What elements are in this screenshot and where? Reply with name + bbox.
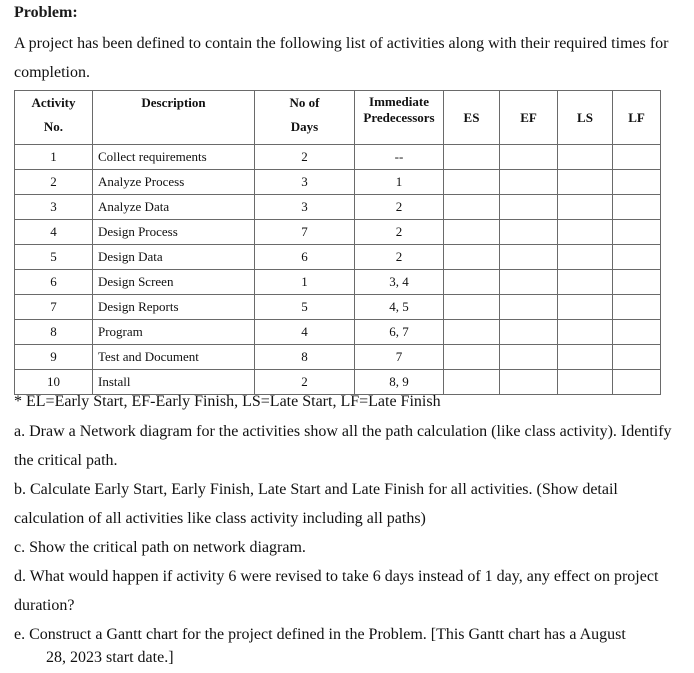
cell-description: Analyze Process	[93, 170, 255, 195]
question-e	[14, 623, 684, 669]
cell-ls	[558, 245, 613, 270]
cell-predecessors: 2	[355, 195, 444, 220]
cell-predecessors: 4, 5	[355, 295, 444, 320]
cell-days: 3	[255, 195, 355, 220]
col-header-predecessors	[355, 91, 444, 145]
cell-description: Install	[93, 370, 255, 395]
cell-ef	[500, 270, 558, 295]
cell-predecessors: 2	[355, 245, 444, 270]
cell-days: 2	[255, 145, 355, 170]
cell-ef	[500, 145, 558, 170]
cell-lf	[613, 295, 661, 320]
cell-description: Design Reports	[93, 295, 255, 320]
cell-activity-no: 1	[15, 145, 93, 170]
cell-days: 2	[255, 370, 355, 395]
cell-ef	[500, 170, 558, 195]
cell-description: Analyze Data	[93, 195, 255, 220]
cell-days: 6	[255, 245, 355, 270]
cell-es	[444, 220, 500, 245]
cell-activity-no: 2	[15, 170, 93, 195]
cell-lf	[613, 270, 661, 295]
cell-predecessors: 1	[355, 170, 444, 195]
cell-predecessors: 3, 4	[355, 270, 444, 295]
cell-predecessors: 8, 9	[355, 370, 444, 395]
cell-ls	[558, 145, 613, 170]
cell-activity-no: 9	[15, 345, 93, 370]
cell-ls	[558, 320, 613, 345]
cell-es	[444, 370, 500, 395]
cell-lf	[613, 345, 661, 370]
intro-paragraph: A project has been defined to contain the following list of activities along with their required times for completion.	[14, 35, 669, 81]
col-header-lf: LF	[613, 91, 661, 145]
col-header-days-line1: No of	[289, 95, 320, 110]
cell-lf	[613, 370, 661, 395]
cell-es	[444, 195, 500, 220]
cell-days: 5	[255, 295, 355, 320]
cell-ef	[500, 370, 558, 395]
cell-lf	[613, 195, 661, 220]
cell-description: Collect requirements	[93, 145, 255, 170]
question-a: a. Draw a Network diagram for the activities show all the path calculation (like class activity). Identify the critical path.	[14, 423, 672, 469]
cell-ef	[500, 295, 558, 320]
cell-ls	[558, 270, 613, 295]
cell-predecessors: 6, 7	[355, 320, 444, 345]
table-row	[15, 270, 661, 295]
table-header-row	[15, 91, 661, 145]
cell-es	[444, 170, 500, 195]
cell-description: Design Screen	[93, 270, 255, 295]
cell-description: Program	[93, 320, 255, 345]
table-row	[15, 345, 661, 370]
cell-predecessors: 7	[355, 345, 444, 370]
cell-es	[444, 270, 500, 295]
question-e-line2: 28, 2023 start date.]	[46, 649, 174, 666]
cell-es	[444, 345, 500, 370]
cell-ls	[558, 295, 613, 320]
activities-table	[14, 90, 661, 395]
cell-ef	[500, 320, 558, 345]
cell-activity-no: 7	[15, 295, 93, 320]
cell-es	[444, 320, 500, 345]
cell-lf	[613, 245, 661, 270]
cell-es	[444, 295, 500, 320]
problem-heading: Problem:	[14, 4, 78, 21]
cell-description: Design Data	[93, 245, 255, 270]
cell-es	[444, 145, 500, 170]
abbreviation-footnote: * EL=Early Start, EF-Early Finish, LS=Late Start, LF=Late Finish	[14, 393, 441, 410]
col-header-ef: EF	[500, 91, 558, 145]
col-header-activity-line2: No.	[43, 119, 64, 134]
cell-ef	[500, 220, 558, 245]
cell-days: 3	[255, 170, 355, 195]
col-header-activity-line1: Activity	[31, 95, 76, 110]
question-b: b. Calculate Early Start, Early Finish, Late Start and Late Finish for all activities. (Show detail calculation of all activities like class activity including all paths)	[14, 481, 618, 527]
cell-ls	[558, 170, 613, 195]
table-row	[15, 170, 661, 195]
cell-ef	[500, 245, 558, 270]
table-row	[15, 295, 661, 320]
cell-activity-no: 3	[15, 195, 93, 220]
cell-lf	[613, 145, 661, 170]
cell-predecessors: --	[355, 145, 444, 170]
col-header-days-line2: Days	[290, 119, 319, 134]
table-row	[15, 245, 661, 270]
question-c: c. Show the critical path on network diagram.	[14, 539, 306, 556]
cell-ls	[558, 220, 613, 245]
col-header-ls: LS	[558, 91, 613, 145]
cell-ls	[558, 195, 613, 220]
cell-ef	[500, 345, 558, 370]
question-e-line1: e. Construct a Gantt chart for the project defined in the Problem. [This Gantt chart has a August	[14, 626, 626, 643]
cell-lf	[613, 320, 661, 345]
col-header-description-label: Description	[141, 95, 206, 110]
cell-ef	[500, 195, 558, 220]
cell-days: 4	[255, 320, 355, 345]
cell-description: Design Process	[93, 220, 255, 245]
cell-predecessors: 2	[355, 220, 444, 245]
cell-activity-no: 10	[15, 370, 93, 395]
col-header-predecessors-line1: Immediate	[369, 94, 429, 109]
cell-activity-no: 6	[15, 270, 93, 295]
col-header-es: ES	[444, 91, 500, 145]
col-header-activity	[15, 91, 93, 145]
table-row	[15, 320, 661, 345]
notes-section	[14, 392, 684, 669]
cell-lf	[613, 220, 661, 245]
table-row	[15, 195, 661, 220]
cell-ls	[558, 345, 613, 370]
col-header-predecessors-line2: Predecessors	[363, 110, 435, 125]
table-row	[15, 145, 661, 170]
cell-description: Test and Document	[93, 345, 255, 370]
cell-days: 8	[255, 345, 355, 370]
col-header-days	[255, 91, 355, 145]
cell-days: 7	[255, 220, 355, 245]
cell-activity-no: 5	[15, 245, 93, 270]
cell-es	[444, 245, 500, 270]
table-row	[15, 220, 661, 245]
cell-activity-no: 4	[15, 220, 93, 245]
question-d: d. What would happen if activity 6 were revised to take 6 days instead of 1 day, any effect on project duration?	[14, 568, 659, 614]
cell-lf	[613, 170, 661, 195]
col-header-description	[93, 91, 255, 145]
cell-ls	[558, 370, 613, 395]
cell-days: 1	[255, 270, 355, 295]
cell-activity-no: 8	[15, 320, 93, 345]
table-row	[15, 370, 661, 395]
